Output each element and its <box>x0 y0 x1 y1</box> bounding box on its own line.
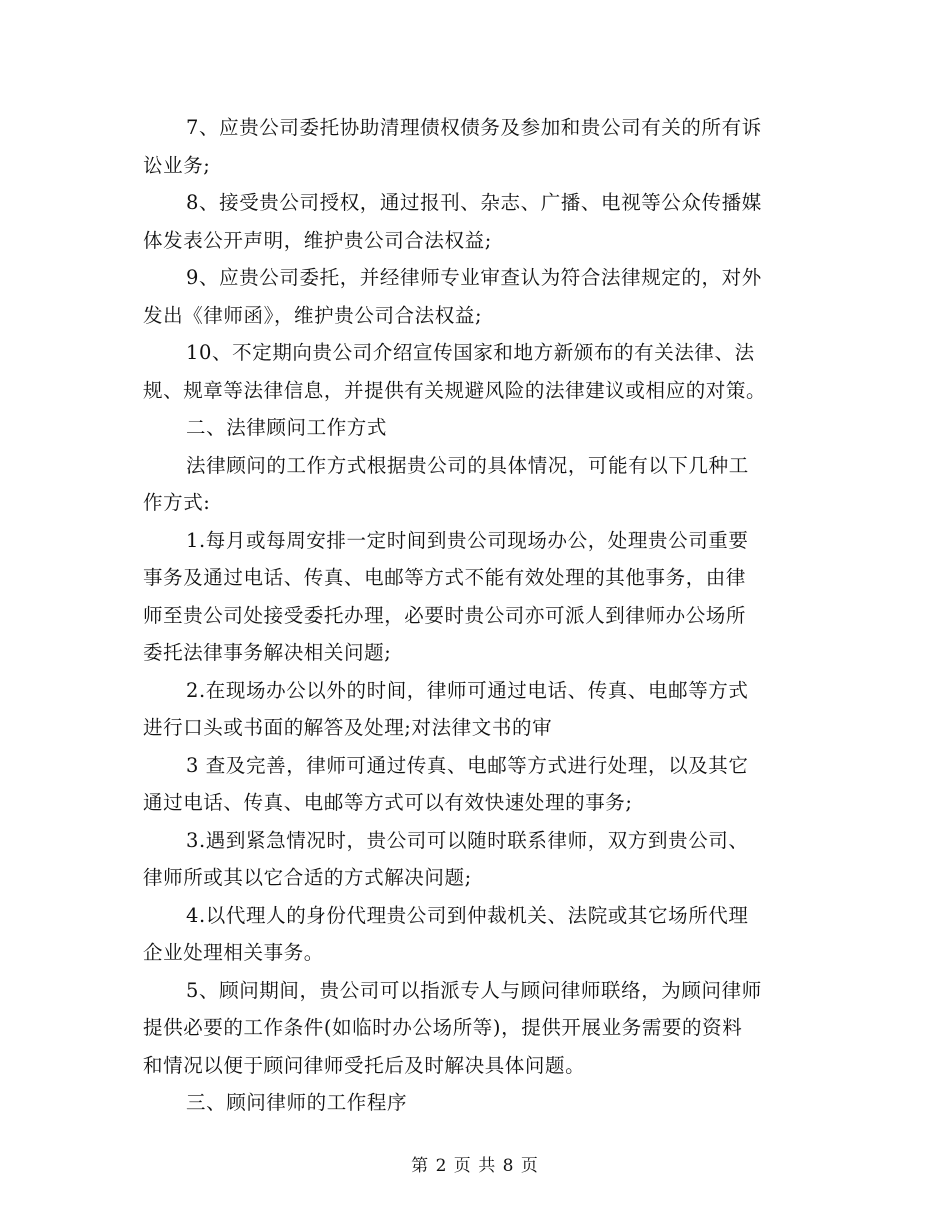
paragraph-line: 2.在现场办公以外的时间，律师可通过电话、传真、电邮等方式 <box>186 678 749 702</box>
paragraph-line: 师至贵公司处接受委托办理，必要时贵公司亦可派人到律师办公场所 <box>143 603 747 627</box>
paragraph <box>143 184 811 259</box>
paragraph <box>143 334 811 409</box>
paragraph-line: 9、应贵公司委托，并经律师专业审查认为符合法律规定的，对外 <box>186 266 762 289</box>
paragraph <box>143 972 811 1085</box>
paragraph-line: 5、顾问期间，贵公司可以指派专人与顾问律师联络，为顾问律师 <box>186 978 762 1002</box>
paragraph-line: 和情况以便于顾问律师受托后及时解决具体问题。 <box>143 1053 586 1077</box>
paragraph-line: 企业处理相关事务。 <box>143 941 324 964</box>
paragraph <box>143 747 811 822</box>
paragraph-line: 1.每月或每周安排一定时间到贵公司现场办公，处理贵公司重要 <box>186 528 749 552</box>
paragraph-line: 法律顾问的工作方式根据贵公司的具体情况，可能有以下几种工 <box>186 453 749 477</box>
paragraph <box>143 259 811 334</box>
paragraph <box>143 672 811 747</box>
paragraph <box>143 822 811 897</box>
paragraph-line: 提供必要的工作条件(如临时办公场所等)，提供开展业务需要的资料 <box>143 1016 743 1039</box>
paragraph-line: 3 查及完善，律师可通过传真、电邮等方式进行处理，以及其它 <box>186 753 749 777</box>
paragraph-line: 律师所或其以它合适的方式解决问题; <box>143 866 472 889</box>
paragraph-line: 二、法律顾问工作方式 <box>186 416 388 439</box>
paragraph-line: 作方式: <box>143 491 211 514</box>
paragraph <box>143 522 811 672</box>
paragraph-line: 委托法律事务解决相关问题; <box>143 641 392 664</box>
paragraph-line: 4.以代理人的身份代理贵公司到仲裁机关、法院或其它场所代理 <box>186 903 749 927</box>
paragraph-line: 三、顾问律师的工作程序 <box>186 1091 408 1114</box>
paragraph <box>143 447 811 522</box>
paragraph-line: 讼业务; <box>143 153 211 177</box>
paragraph-line: 8、接受贵公司授权，通过报刊、杂志、广播、电视等公众传播媒 <box>186 191 762 214</box>
paragraph <box>143 1084 811 1122</box>
paragraph-line: 10、不定期向贵公司介绍宣传国家和地方新颁布的有关法律、法 <box>186 341 755 364</box>
paragraph-line: 通过电话、传真、电邮等方式可以有效快速处理的事务; <box>143 791 633 814</box>
paragraph-line: 事务及通过电话、传真、电邮等方式不能有效处理的其他事务，由律 <box>143 566 747 589</box>
paragraph <box>143 409 811 447</box>
paragraph-line: 规、规章等法律信息，并提供有关规避风险的法律建议或相应的对策。 <box>143 378 767 402</box>
paragraph-line: 7、应贵公司委托协助清理债权债务及参加和贵公司有关的所有诉 <box>186 116 762 139</box>
paragraph-line: 体发表公开声明，维护贵公司合法权益; <box>143 228 492 252</box>
paragraph <box>143 897 811 972</box>
paragraph-line: 发出《律师函》，维护贵公司合法权益; <box>143 303 483 327</box>
page-number-footer: 第 2 页 共 8 页 <box>411 1156 539 1176</box>
paragraph-line: 3.遇到紧急情况时，贵公司可以随时联系律师，双方到贵公司、 <box>186 828 749 852</box>
paragraph-line: 进行口头或书面的解答及处理;对法律文书的审 <box>143 716 553 739</box>
document-body <box>143 109 811 1122</box>
paragraph <box>143 109 811 184</box>
